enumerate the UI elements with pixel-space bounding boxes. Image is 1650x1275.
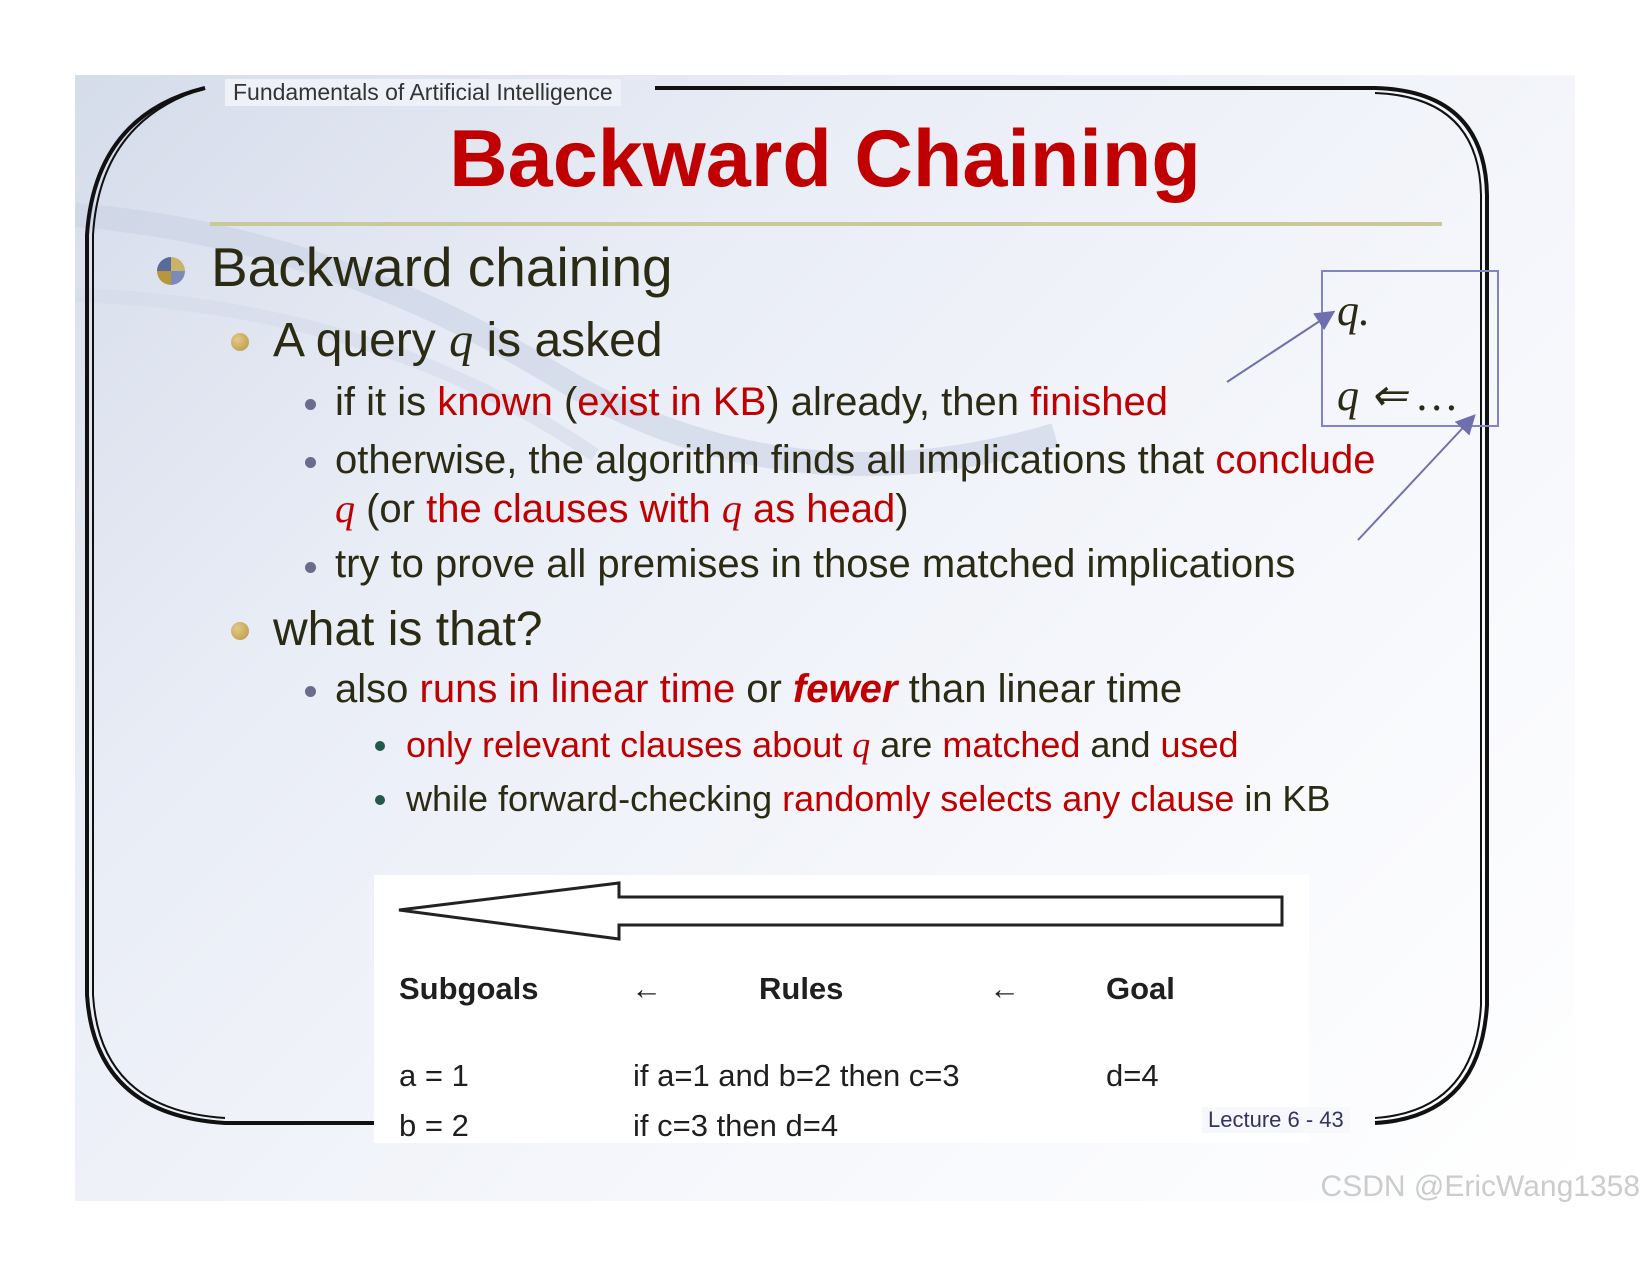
col-subgoals: Subgoals	[399, 971, 539, 1006]
arrow-left-1: ←	[631, 971, 662, 1006]
only-q: q	[852, 725, 871, 765]
bullet-backward-chaining: Backward chaining	[211, 236, 673, 298]
q-box-line1: q.	[1337, 286, 1370, 335]
slide-title: Backward Chaining	[449, 114, 1201, 204]
known-text-c: ) already, then	[766, 380, 1031, 424]
table-cell: if c=3 then d=4	[633, 1108, 839, 1143]
table-cell: d=4	[1106, 1058, 1159, 1093]
lecture-footer: Lecture 6 - 43	[1202, 1107, 1350, 1133]
bullet-try: try to prove all premises in those matched implications	[335, 542, 1296, 586]
finished-highlight: finished	[1030, 380, 1168, 424]
matched-highlight: matched	[942, 724, 1081, 765]
watermark: CSDN @EricWang1358	[1320, 1170, 1640, 1203]
known-highlight: known	[437, 380, 553, 424]
runs-highlight: runs in linear time	[419, 667, 736, 711]
while-text-a: while forward-checking	[406, 778, 783, 819]
also-text-c: than linear time	[897, 667, 1183, 711]
query-q: q	[449, 314, 474, 367]
while-text-b: in KB	[1234, 778, 1331, 819]
course-header: Fundamentals of Artificial Intelligence	[225, 79, 621, 106]
otherwise-text-b: (or	[355, 487, 427, 531]
fewer-highlight: fewer	[792, 667, 898, 711]
otherwise-q2: q	[721, 486, 742, 531]
query-text-b: is asked	[473, 314, 663, 367]
only-text-a: only relevant clauses about	[406, 724, 853, 765]
arrow-left-2: ←	[989, 971, 1020, 1006]
table-cell: b = 2	[399, 1108, 469, 1143]
col-goal: Goal	[1106, 971, 1175, 1006]
head-highlight: as head	[741, 487, 896, 531]
known-text-b: (	[552, 380, 578, 424]
randomly-highlight: randomly selects any clause	[782, 778, 1235, 819]
clauses-highlight: the clauses with	[426, 487, 722, 531]
also-text-a: also	[335, 667, 420, 711]
also-text-b: or	[735, 667, 793, 711]
slide	[75, 75, 1575, 1201]
otherwise-text-c: )	[895, 487, 909, 531]
used-highlight: used	[1160, 724, 1239, 765]
table-cell: if a=1 and b=2 then c=3	[633, 1058, 960, 1093]
col-rules: Rules	[759, 971, 844, 1006]
big-left-arrow-icon	[374, 875, 1309, 945]
query-text-a: A query	[273, 314, 450, 367]
table-cell: a = 1	[399, 1058, 469, 1093]
chaining-table-panel	[374, 875, 1309, 1143]
bullet-what: what is that?	[273, 603, 543, 656]
q-box-line2: q ⇐ …	[1337, 371, 1457, 420]
otherwise-text-a: otherwise, the algorithm finds all implications that	[335, 438, 1216, 482]
conclude-highlight: conclude	[1215, 438, 1376, 482]
only-text-b: are	[870, 724, 943, 765]
only-text-c: and	[1080, 724, 1161, 765]
known-text-a: if it is	[335, 380, 438, 424]
exist-highlight: exist in KB	[577, 380, 767, 424]
otherwise-q1: q	[335, 486, 355, 531]
